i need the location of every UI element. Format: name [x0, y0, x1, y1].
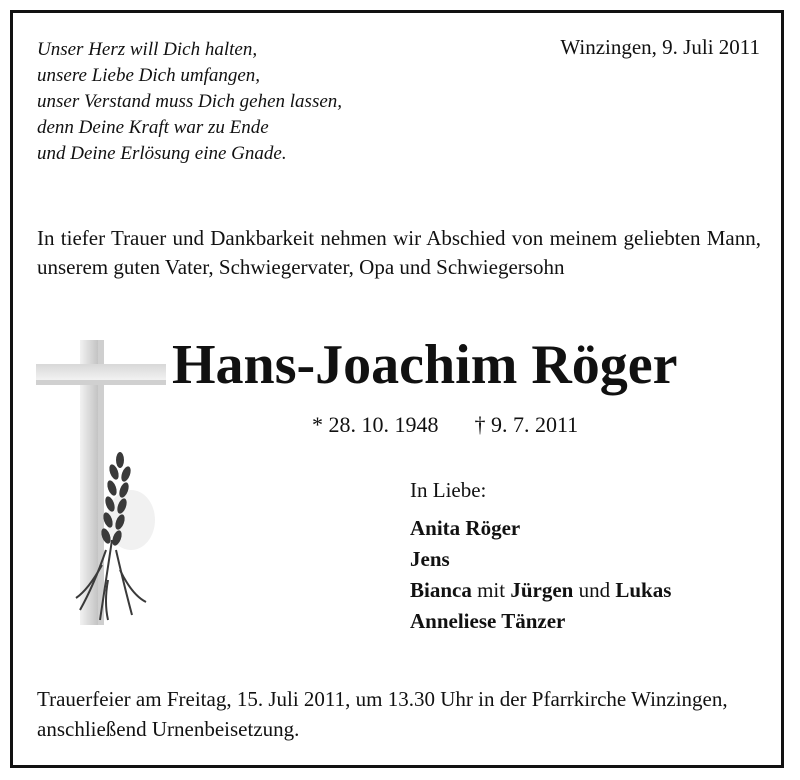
funeral-info: Trauerfeier am Freitag, 15. Juli 2011, um 13.30 Uhr in der Pfarrkirche Winzingen, anschließend Urnenbeisetzung. — [37, 687, 728, 741]
deceased-name: Hans-Joachim Röger — [172, 334, 678, 396]
mourners-list — [410, 513, 671, 637]
mourner: Anneliese Tänzer — [410, 609, 566, 633]
in-love-label: In Liebe: — [410, 478, 487, 502]
birth-date: * 28. 10. 1948 — [312, 412, 439, 437]
life-dates — [312, 412, 578, 438]
place-date: Winzingen, 9. Juli 2011 — [560, 35, 760, 59]
poem-line: unser Verstand muss Dich gehen lassen, — [37, 91, 343, 112]
poem-line: Unser Herz will Dich halten, — [37, 39, 258, 60]
poem — [37, 37, 342, 167]
mourner: Anita Röger — [410, 516, 521, 540]
mourner: Bianca mit Jürgen und Lukas — [410, 578, 672, 602]
death-date: † 9. 7. 2011 — [474, 412, 579, 437]
mourner: Jens — [410, 547, 450, 571]
poem-line: unsere Liebe Dich umfangen, — [37, 65, 261, 86]
poem-line: und Deine Erlösung eine Gnade. — [37, 143, 287, 164]
poem-line: denn Deine Kraft war zu Ende — [37, 117, 269, 138]
intro-text: In tiefer Trauer und Dankbarkeit nehmen wir Abschied von meinem geliebten Mann, unserem guten Vater, Schwiegervater, Opa und Schwiegersohn — [37, 226, 761, 279]
